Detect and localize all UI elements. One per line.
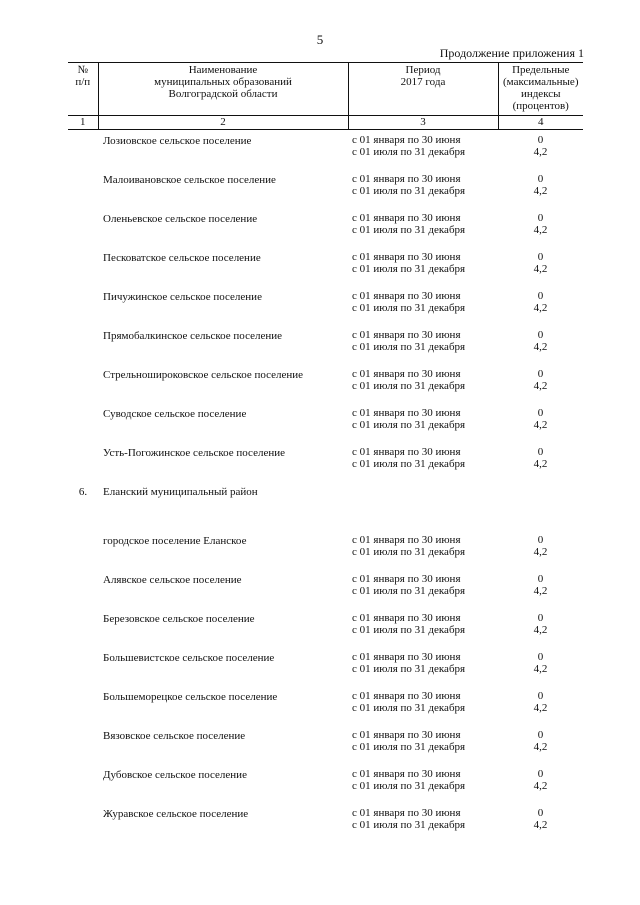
period-first-half: с 01 января по 30 июня xyxy=(352,368,461,380)
settlement-name: Песковатское сельское поселение xyxy=(103,252,261,264)
period-first-half: с 01 января по 30 июня xyxy=(352,251,461,263)
table-row xyxy=(68,446,583,485)
table-row xyxy=(68,690,583,729)
period-second-half: с 01 июля по 31 декабря xyxy=(352,146,466,158)
index-second-half: 4,2 xyxy=(533,546,548,558)
period-second-half: с 01 июля по 31 декабря xyxy=(352,585,466,597)
index-second-half: 4,2 xyxy=(533,780,548,792)
period-cell xyxy=(348,251,498,290)
period-first-half: с 01 января по 30 июня xyxy=(352,329,461,341)
table-row xyxy=(68,573,583,612)
settlement-name: Прямобалкинское сельское поселение xyxy=(103,330,283,342)
period-cell xyxy=(348,651,498,690)
district-row xyxy=(68,485,583,509)
period-second-half: с 01 июля по 31 декабря xyxy=(352,380,466,392)
column-number-4: 4 xyxy=(498,116,583,130)
settlement-name: Большевистское сельское поселение xyxy=(103,652,275,664)
index-cell xyxy=(498,251,583,290)
row-number xyxy=(68,173,98,212)
period-second-half: с 01 июля по 31 декабря xyxy=(352,741,466,753)
period-cell xyxy=(348,212,498,251)
row-number xyxy=(68,446,98,485)
period-cell xyxy=(348,407,498,446)
settlement-name: Малоивановское сельское поселение xyxy=(103,174,276,186)
settlement-name: Оленьевское сельское поселение xyxy=(103,213,258,225)
index-second-half: 4,2 xyxy=(533,380,548,392)
column-number-3: 3 xyxy=(348,116,498,130)
period-cell xyxy=(348,768,498,807)
period-first-half: с 01 января по 30 июня xyxy=(352,407,461,419)
period-second-half: с 01 июля по 31 декабря xyxy=(352,341,466,353)
index-cell xyxy=(498,368,583,407)
index-cell xyxy=(498,573,583,612)
index-first-half: 0 xyxy=(537,573,544,585)
index-second-half: 4,2 xyxy=(533,663,548,675)
row-number xyxy=(68,407,98,446)
index-first-half: 0 xyxy=(537,329,544,341)
index-first-half: 0 xyxy=(537,690,544,702)
index-second-half: 4,2 xyxy=(533,185,548,197)
table-row xyxy=(68,134,583,173)
period-cell xyxy=(348,573,498,612)
index-cell xyxy=(498,407,583,446)
index-cell xyxy=(498,173,583,212)
period-second-half: с 01 июля по 31 декабря xyxy=(352,185,466,197)
header-index: Предельные (максимальные) индексы (процентов) xyxy=(498,63,583,116)
index-cell xyxy=(498,446,583,485)
period-first-half: с 01 января по 30 июня xyxy=(352,729,461,741)
period-first-half: с 01 января по 30 июня xyxy=(352,290,461,302)
row-number xyxy=(68,329,98,368)
column-number-1: 1 xyxy=(68,116,98,130)
table-row xyxy=(68,290,583,329)
period-second-half: с 01 июля по 31 декабря xyxy=(352,419,466,431)
index-cell xyxy=(498,290,583,329)
table-row xyxy=(68,251,583,290)
index-cell xyxy=(498,329,583,368)
period-cell xyxy=(348,612,498,651)
period-first-half: с 01 января по 30 июня xyxy=(352,573,461,585)
period-second-half: с 01 июля по 31 декабря xyxy=(352,302,466,314)
settlement-name: Дубовское сельское поселение xyxy=(103,769,247,781)
period-second-half: с 01 июля по 31 декабря xyxy=(352,546,466,558)
row-number xyxy=(68,212,98,251)
row-number xyxy=(68,768,98,807)
table-row xyxy=(68,407,583,446)
table-row xyxy=(68,612,583,651)
table-row xyxy=(68,212,583,251)
period-cell xyxy=(348,446,498,485)
period-second-half: с 01 июля по 31 декабря xyxy=(352,819,466,831)
table-body xyxy=(68,134,583,846)
settlement-name: Березовское сельское поселение xyxy=(103,613,255,625)
row-number xyxy=(68,807,98,846)
index-first-half: 0 xyxy=(537,290,544,302)
settlement-name: Вязовское сельское поселение xyxy=(103,730,246,742)
period-first-half: с 01 января по 30 июня xyxy=(352,173,461,185)
column-number-2: 2 xyxy=(98,116,348,130)
period-second-half: с 01 июля по 31 декабря xyxy=(352,458,466,470)
index-first-half: 0 xyxy=(537,534,544,546)
row-number xyxy=(68,534,98,573)
index-second-half: 4,2 xyxy=(533,585,548,597)
table-row xyxy=(68,651,583,690)
header-period: Период 2017 года xyxy=(348,63,498,116)
period-cell xyxy=(348,729,498,768)
index-first-half: 0 xyxy=(537,651,544,663)
district-name: Еланский муниципальный район xyxy=(103,486,258,498)
settlement-name: Пичужинское сельское поселение xyxy=(103,291,262,303)
index-cell xyxy=(498,134,583,173)
index-first-half: 0 xyxy=(537,173,544,185)
row-number xyxy=(68,290,98,329)
table-row xyxy=(68,807,583,846)
settlement-name: Большеморецкое сельское поселение xyxy=(103,691,278,703)
row-number xyxy=(68,134,98,173)
index-cell xyxy=(498,807,583,846)
index-first-half: 0 xyxy=(537,807,544,819)
period-second-half: с 01 июля по 31 декабря xyxy=(352,224,466,236)
index-first-half: 0 xyxy=(537,729,544,741)
period-first-half: с 01 января по 30 июня xyxy=(352,690,461,702)
period-first-half: с 01 января по 30 июня xyxy=(352,612,461,624)
index-first-half: 0 xyxy=(537,212,544,224)
period-first-half: с 01 января по 30 июня xyxy=(352,446,461,458)
index-first-half: 0 xyxy=(537,251,544,263)
district-number: 6. xyxy=(78,486,88,498)
period-first-half: с 01 января по 30 июня xyxy=(352,134,461,146)
index-cell xyxy=(498,729,583,768)
period-second-half: с 01 июля по 31 декабря xyxy=(352,702,466,714)
period-first-half: с 01 января по 30 июня xyxy=(352,651,461,663)
header-number: № п/п xyxy=(68,63,98,116)
row-number xyxy=(68,651,98,690)
period-first-half: с 01 января по 30 июня xyxy=(352,768,461,780)
index-first-half: 0 xyxy=(537,612,544,624)
index-second-half: 4,2 xyxy=(533,819,548,831)
table-row xyxy=(68,729,583,768)
row-number xyxy=(68,612,98,651)
table-row xyxy=(68,329,583,368)
index-first-half: 0 xyxy=(537,407,544,419)
index-second-half: 4,2 xyxy=(533,741,548,753)
period-cell xyxy=(348,368,498,407)
period-second-half: с 01 июля по 31 декабря xyxy=(352,663,466,675)
table-row xyxy=(68,173,583,212)
settlement-name: Алявское сельское поселение xyxy=(103,574,242,586)
index-second-half: 4,2 xyxy=(533,302,548,314)
table-row xyxy=(68,534,583,573)
table-header xyxy=(68,62,583,130)
district-spacer xyxy=(68,509,583,534)
period-cell xyxy=(348,534,498,573)
period-cell xyxy=(348,290,498,329)
period-cell xyxy=(348,329,498,368)
period-first-half: с 01 января по 30 июня xyxy=(352,807,461,819)
page-number: 5 xyxy=(316,32,324,47)
index-second-half: 4,2 xyxy=(533,458,548,470)
period-cell xyxy=(348,134,498,173)
index-first-half: 0 xyxy=(537,134,544,146)
settlement-name: Суводское сельское поселение xyxy=(103,408,247,420)
row-number xyxy=(68,729,98,768)
period-second-half: с 01 июля по 31 декабря xyxy=(352,780,466,792)
settlement-name: Усть-Погожинское сельское поселение xyxy=(103,447,285,459)
index-first-half: 0 xyxy=(537,368,544,380)
index-cell xyxy=(498,534,583,573)
row-number xyxy=(68,368,98,407)
index-second-half: 4,2 xyxy=(533,263,548,275)
settlement-name: Стрельношироковское сельское поселение xyxy=(103,369,304,381)
period-first-half: с 01 января по 30 июня xyxy=(352,212,461,224)
index-second-half: 4,2 xyxy=(533,419,548,431)
period-first-half: с 01 января по 30 июня xyxy=(352,534,461,546)
row-number xyxy=(68,251,98,290)
index-second-half: 4,2 xyxy=(533,146,548,158)
index-cell xyxy=(498,612,583,651)
period-second-half: с 01 июля по 31 декабря xyxy=(352,263,466,275)
index-second-half: 4,2 xyxy=(533,341,548,353)
header-name: Наименование муниципальных образований Волгоградской области xyxy=(98,63,348,116)
index-cell xyxy=(498,212,583,251)
settlement-name: Лозиовское сельское поселение xyxy=(103,135,252,147)
continuation-note: Продолжение приложения 1 xyxy=(439,46,584,60)
period-cell xyxy=(348,173,498,212)
settlement-name: Журавское сельское поселение xyxy=(103,808,249,820)
index-first-half: 0 xyxy=(537,768,544,780)
table-row xyxy=(68,368,583,407)
period-second-half: с 01 июля по 31 декабря xyxy=(352,624,466,636)
row-number xyxy=(68,690,98,729)
index-second-half: 4,2 xyxy=(533,702,548,714)
index-second-half: 4,2 xyxy=(533,624,548,636)
period-cell xyxy=(348,807,498,846)
period-cell xyxy=(348,690,498,729)
index-cell xyxy=(498,690,583,729)
table-row xyxy=(68,768,583,807)
index-cell xyxy=(498,768,583,807)
settlement-name: городское поселение Еланское xyxy=(103,535,247,547)
index-first-half: 0 xyxy=(537,446,544,458)
index-second-half: 4,2 xyxy=(533,224,548,236)
row-number xyxy=(68,573,98,612)
index-cell xyxy=(498,651,583,690)
